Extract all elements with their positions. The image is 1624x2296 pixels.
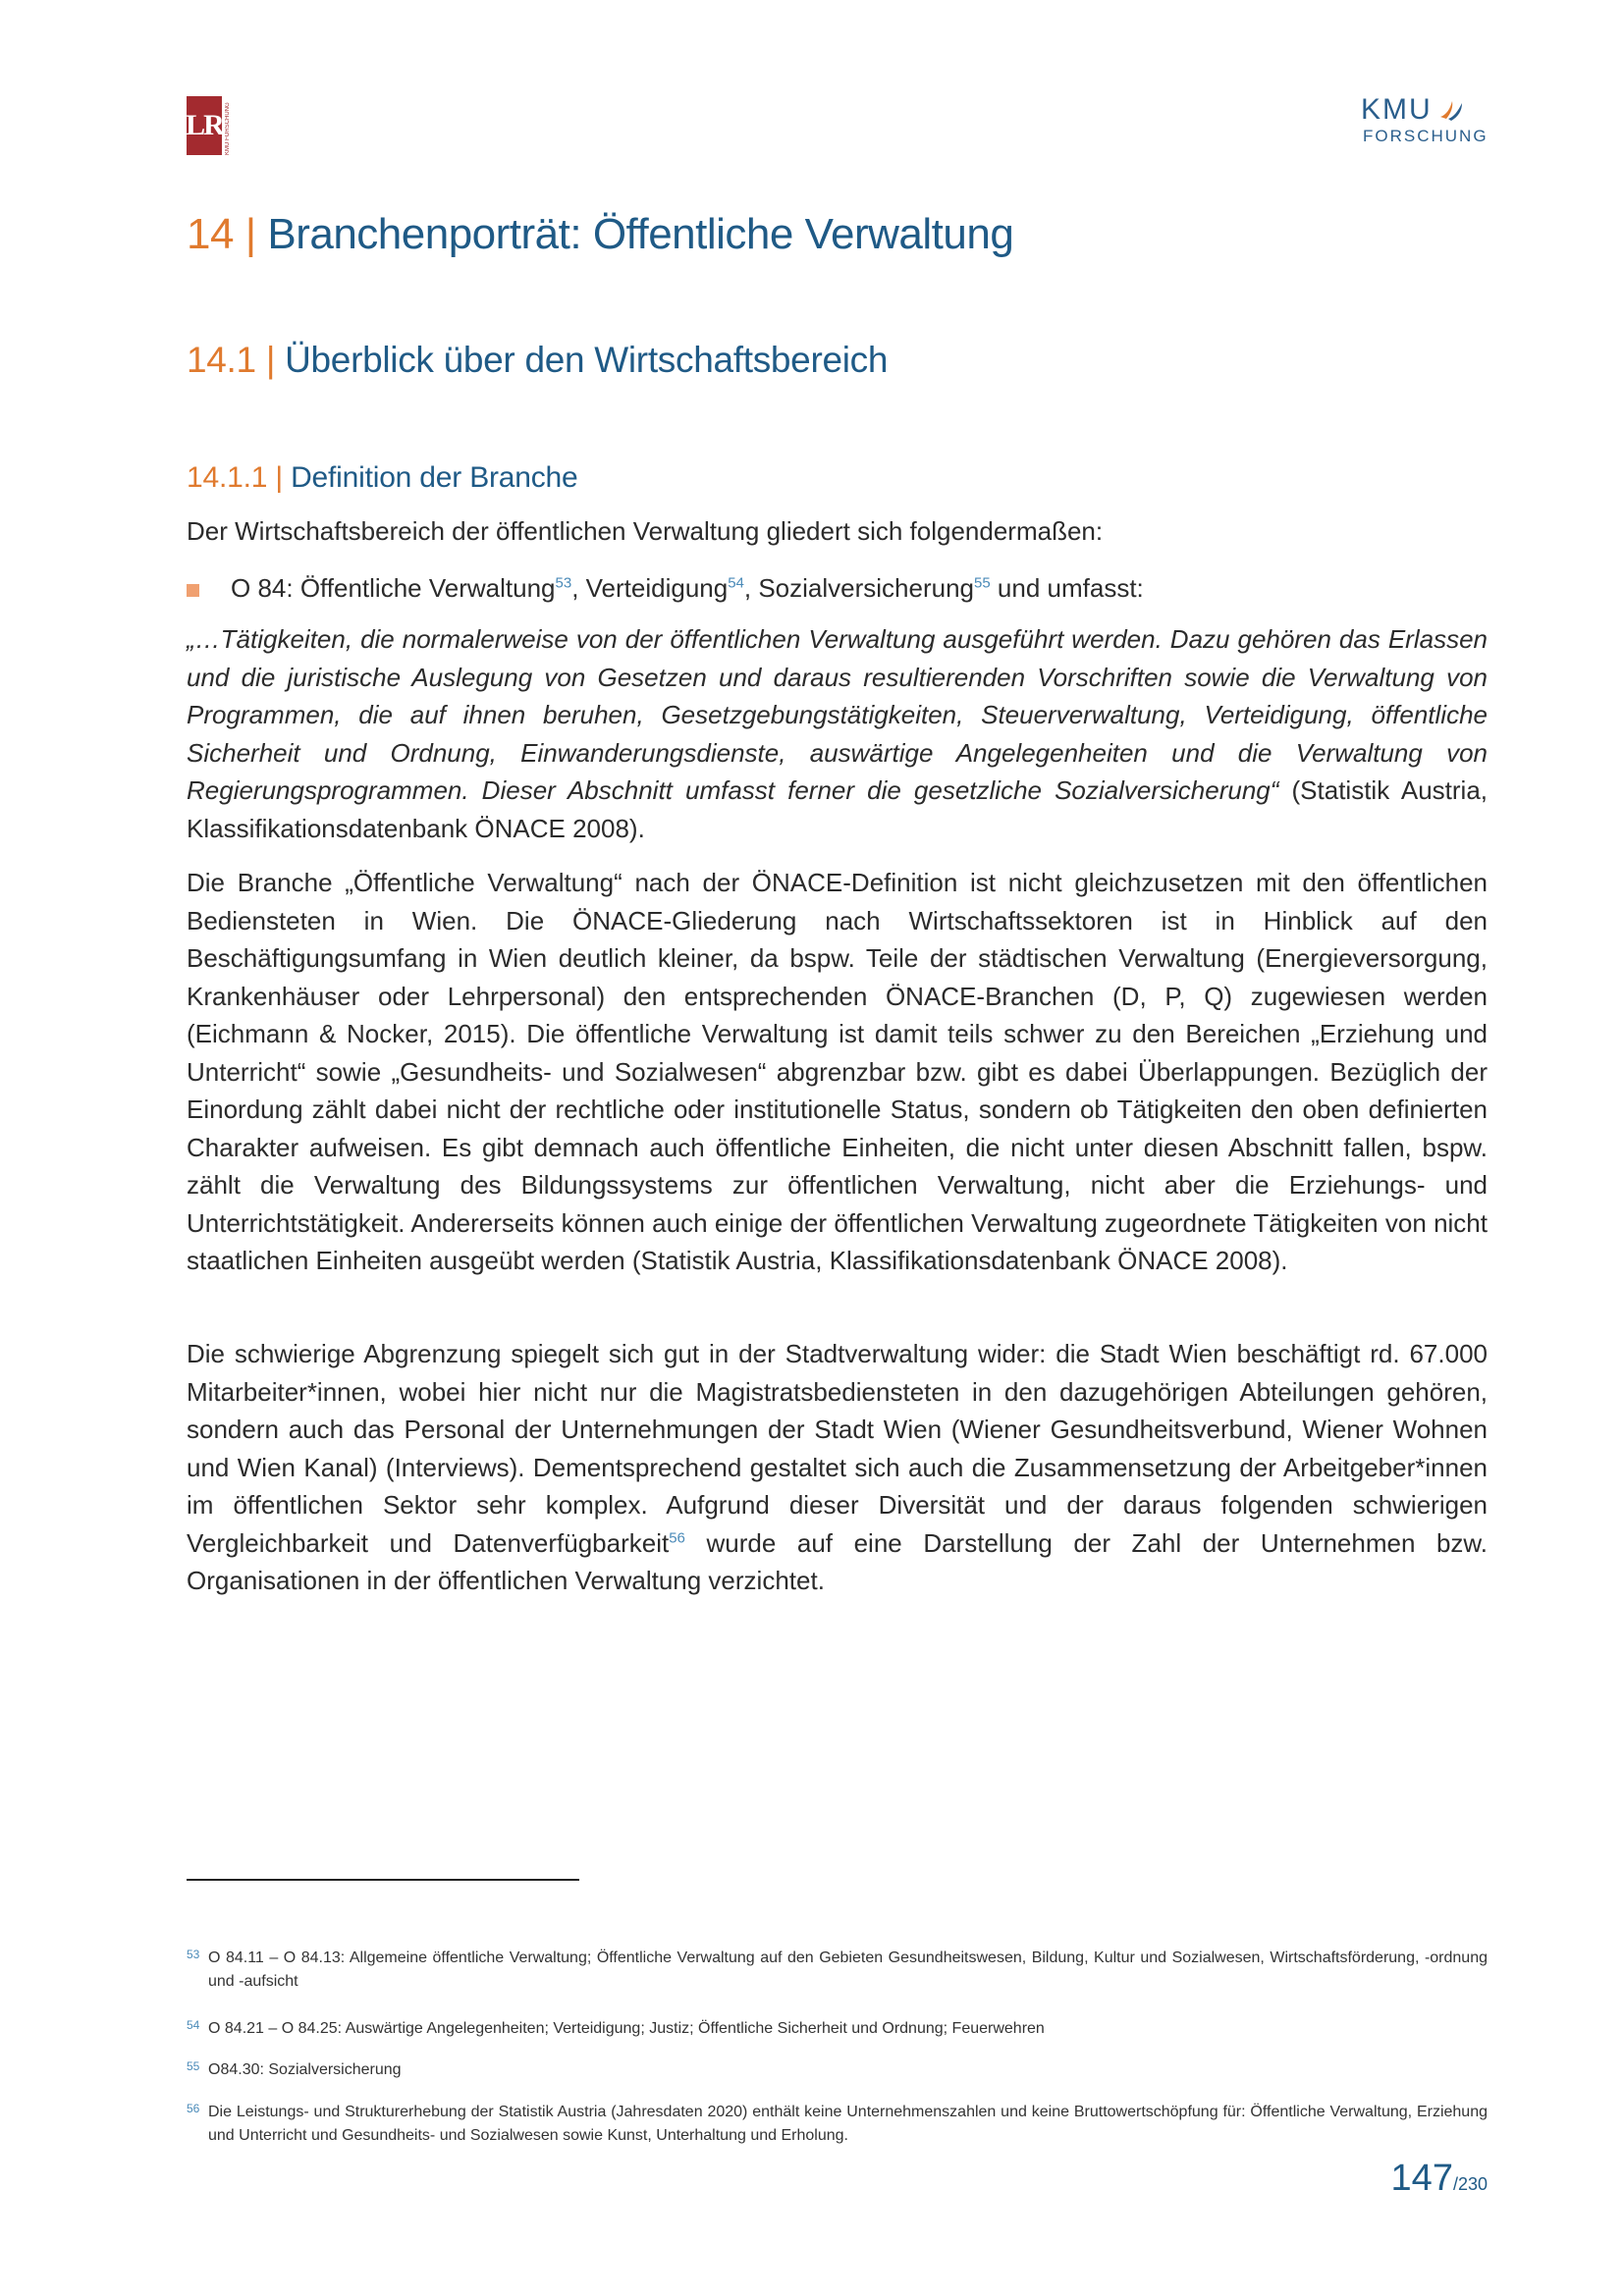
footnote-55	[187, 2058, 1488, 2082]
chapter-title: Branchenporträt: Öffentliche Verwaltung	[267, 210, 1014, 258]
subsection-number: 14.1.1	[187, 461, 268, 494]
paragraph-2	[187, 1335, 1488, 1600]
quote-italic-text: „…Tätigkeiten, die normalerweise von der öffentlichen Verwaltung ausgeführt werden. Dazu gehören das Erlassen und die juristische Auslegung von Gesetzen und daraus resultierenden Vorschriften sowie die Verwaltung von Programmen, die auf ihnen beruhen, Gesetzgebungstätigkeiten, Steuerverwaltung, Verteidigung, öffentliche Sicherheit und Ordnung, Einwanderungsdienste, auswärtige Angelegenheiten und die Verwaltung von Regierungsprogrammen. Dieser Abschnitt umfasst ferner die gesetzliche Sozialversicherung“	[187, 624, 1488, 805]
footnote-number: 56	[187, 2102, 200, 2115]
bullet-item	[187, 569, 1144, 607]
chapter-heading	[187, 210, 1013, 259]
section-heading	[187, 340, 888, 381]
page-total: /230	[1452, 2174, 1488, 2194]
page-number	[1375, 2158, 1488, 2200]
quote-source: (Statistik Austria, Klassifikationsdatenbank ÖNACE 2008).	[187, 775, 1489, 843]
footnote-53	[187, 1947, 1488, 1994]
chapter-number: 14	[187, 210, 234, 258]
paragraph-2-text-after: wurde auf eine Darstellung der Zahl der Unternehmen bzw. Organisationen in der öffentlichen Verwaltung verzichtet.	[187, 1527, 1488, 1595]
footnote-56	[187, 2101, 1488, 2148]
lr-logo	[187, 96, 238, 155]
section-separator: |	[265, 340, 276, 380]
kmu-logo-text: KMU	[1361, 93, 1433, 126]
section-title: Überblick über den Wirtschaftsbereich	[285, 340, 889, 380]
footnote-text: O84.30: Sozialversicherung	[208, 2061, 402, 2078]
kmu-forschung-logo	[1361, 94, 1489, 157]
footnote-number: 53	[187, 1948, 200, 1961]
kmu-logo-subtext: FORSCHUNG	[1363, 127, 1489, 145]
subsection-heading	[187, 461, 578, 495]
intro-text: Der Wirtschaftsbereich der öffentlichen Verwaltung gliedert sich folgendermaßen:	[187, 516, 1104, 546]
page-current: 147	[1390, 2158, 1453, 2199]
lr-logo-side-text: KMU FORSCHUNG	[225, 102, 231, 155]
subsection-separator: |	[275, 461, 283, 494]
footnote-divider	[187, 1879, 579, 1881]
footnote-text: O 84.21 – O 84.25: Auswärtige Angelegenheiten; Verteidigung; Justiz; Öffentliche Sicherheit und Ordnung; Feuerwehren	[208, 2020, 1045, 2037]
section-number: 14.1	[187, 340, 256, 380]
lr-logo-mark: LR	[187, 96, 222, 155]
footnote-ref-53[interactable]: 53	[555, 574, 572, 592]
bullet-text-1: O 84: Öffentliche Verwaltung	[231, 573, 556, 603]
footnote-54	[187, 2017, 1488, 2041]
footnote-ref-55[interactable]: 55	[974, 574, 991, 592]
footnote-ref-56[interactable]: 56	[669, 1528, 685, 1546]
subsection-title: Definition der Branche	[291, 461, 578, 494]
bullet-text-2: , Verteidigung	[571, 573, 729, 603]
footnote-number: 54	[187, 2018, 200, 2032]
footnote-text: O 84.11 – O 84.13: Allgemeine öffentliche Verwaltung; Öffentliche Verwaltung auf den Gebieten Gesundheitswesen, Bildung, Kultur und Sozialwesen, Wirtschaftsförderung, -ordnung und -aufsicht	[208, 1949, 1488, 1990]
footnote-ref-54[interactable]: 54	[728, 574, 744, 592]
bullet-text-3: , Sozialversicherung	[743, 573, 975, 603]
bullet-square-icon	[187, 584, 199, 597]
bird-mark-icon	[1436, 95, 1466, 125]
definition-quote	[187, 620, 1488, 847]
footnote-text: Die Leistungs- und Strukturerhebung der Statistik Austria (Jahresdaten 2020) enthält keine Unternehmenszahlen und keine Bruttowertschöpfung für: Öffentliche Verwaltung, Erziehung und Unterricht und Gesundheits- und Sozialwesen sowie Kunst, Unterhaltung und Erholung.	[208, 2104, 1488, 2144]
bullet-text-4: und umfasst:	[990, 573, 1144, 603]
paragraph-2-text: Die schwierige Abgrenzung spiegelt sich gut in der Stadtverwaltung wider: die Stadt Wien beschäftigt rd. 67.000 Mitarbeiter*innen, wobei hier nicht nur die Magistratsbediensteten in den dazugehörigen Abteilungen gehören, sondern auch das Personal der Unternehmungen der Stadt Wien (Wiener Gesundheitsverbund, Wiener Wohnen und Wien Kanal) (Interviews). Dementsprechend gestaltet sich auch die Zusammensetzung der Arbeitgeber*innen im öffentlichen Sektor sehr komplex. Aufgrund dieser Diversität und der daraus folgenden schwierigen Vergleichbarkeit und Datenverfügbarkeit	[187, 1339, 1488, 1558]
chapter-separator: |	[244, 210, 256, 258]
paragraph-1: Die Branche „Öffentliche Verwaltung“ nach der ÖNACE-Definition ist nicht gleichzusetzen mit den öffentlichen Bediensteten in Wien. Die ÖNACE-Gliederung nach Wirtschaftssektoren ist in Hinblick auf den Beschäftigungsumfang in Wien deutlich kleiner, da bspw. Teile der städtischen Verwaltung (Energieversorgung, Krankenhäuser oder Lehrpersonal) den entsprechenden ÖNACE-Branchen (D, P, Q) zugewiesen werden (Eichmann & Nocker, 2015). Die öffentliche Verwaltung ist damit teils schwer zu den Bereichen „Erziehung und Unterricht“ sowie „Gesundheits- und Sozialwesen“ abgrenzbar bzw. gibt es dabei Überlappungen. Bezüglich der Einordung zählt dabei nicht der rechtliche oder institutionelle Status, sondern ob Tätigkeiten den oben definierten Charakter aufweisen. Es gibt demnach auch öffentliche Einheiten, die nicht unter diesen Abschnitt fallen, bspw. zählt die Verwaltung des Bildungssystems zur öffentlichen Verwaltung, nicht aber die Erziehungs- und Unterrichtstätigkeit. Andererseits können auch einige der öffentlichen Verwaltung zugeordnete Tätigkeiten von nicht staatlichen Einheiten ausgeübt werden (Statistik Austria, Klassifikationsdatenbank ÖNACE 2008).	[187, 868, 1488, 1275]
footnote-number: 55	[187, 2059, 200, 2073]
